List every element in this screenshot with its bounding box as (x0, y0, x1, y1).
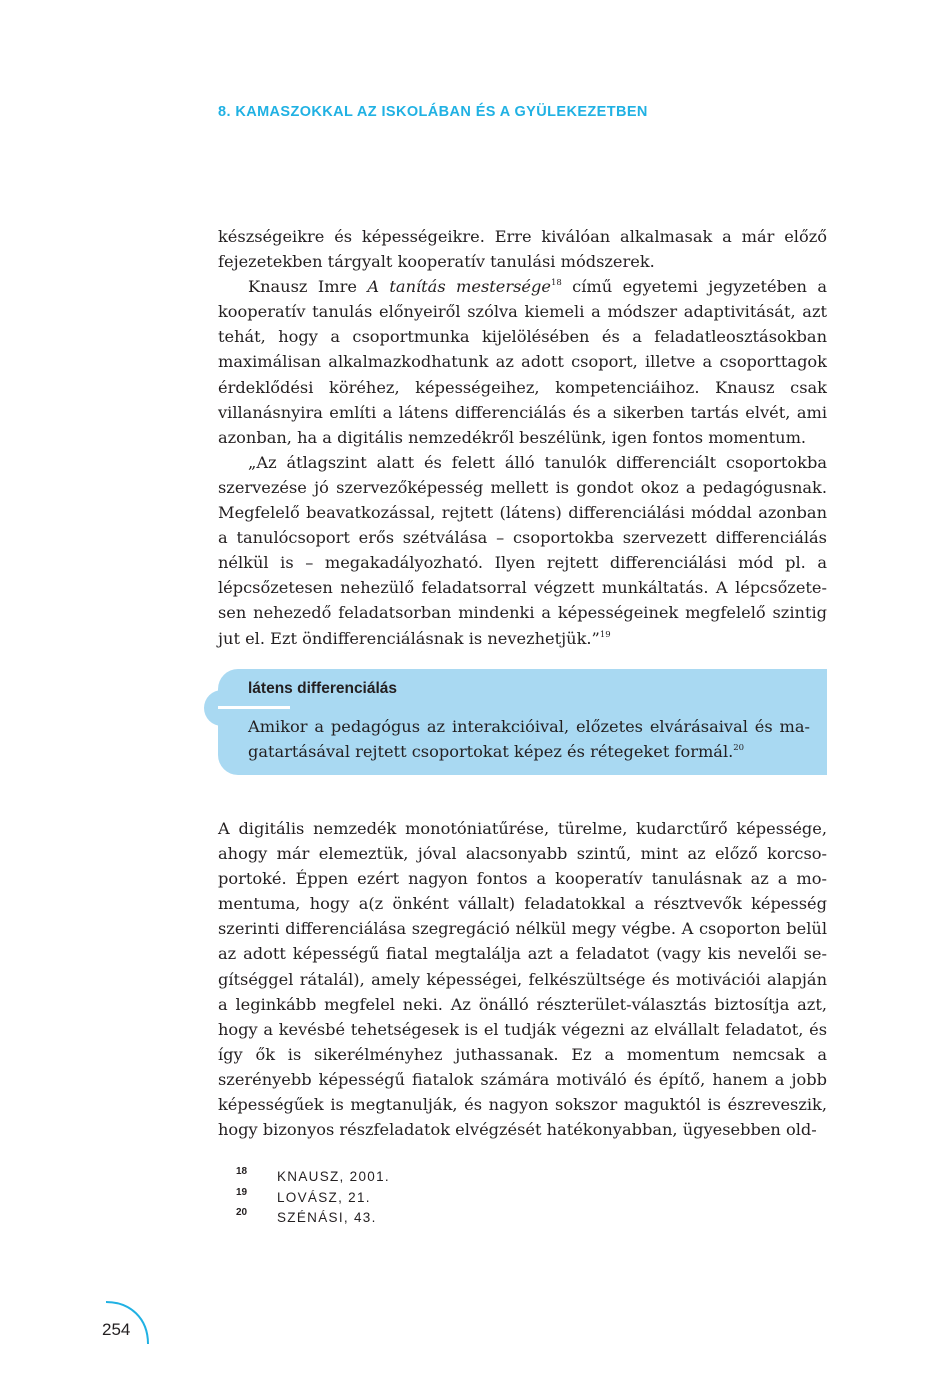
footnote-ref: 18 (550, 278, 562, 289)
paragraph: készségeikre és képességeikre. Erre kiválóan alkalmasak a már előző fejezetekben tárgyalt kooperatív tanulási módszerek. (218, 227, 827, 272)
footnote-text: SZÉNÁSI, 43. (277, 1210, 377, 1225)
definition-title: látens differenciálás (248, 680, 398, 697)
running-head: 8. KAMASZOKKAL AZ ISKOLÁBAN ÉS A GYÜLEKEZETBEN (218, 104, 648, 120)
footnote-text: KNAUSZ, 2001. (277, 1169, 390, 1184)
body-text-top (218, 224, 827, 651)
paragraph-knausz (218, 274, 827, 450)
page-number: 254 (102, 1320, 131, 1339)
quote-text: „Az átlagszint alatt és felett álló tanulók differenciált csoportokba szervezése jó szervezőképesség mellett is gondot okoz a pedagógusnak. Megfelelő beavatkozással, rejtett (látens) differenciálási móddal azonban a tanulócsoport erős szétválása – csoportokba szervezett differenciálás nélkül is – megakadályozható. Ilyen rejtett differenciálási mód pl. a lépcsőzetesen nehezülő feladatsorral végzett munkáltatás. A lépcsőzetesen nehezedő feladatsorban mindenki a képességeinek megfelelő szintig jut el. Ezt öndifferenciálásnak is nevezhetjük.” (218, 452, 827, 648)
footnote-number: 18 (236, 1166, 248, 1177)
quote-paragraph (218, 450, 827, 651)
paragraph: A digitális nemzedék monotóniatűrése, türelme, kudarctűrő képessége, ahogy már elemeztük, jóval alacsonyabb szintű, mint az előző korcsoportoké. Éppen ezért nagyon fontos a kooperatív tanulásnak az a momentuma, hogy a(z önként vállalt) feladatokkal a résztvevők képesség szerinti differenciálása szegregáció nélkül megy végbe. A csoporton belül az adott képességű fiatal megtalálja azt a feladatot (vagy kis nevelői segítséggel rátalál), amely képességei, felkészültsége és motivációi alapján a leginkább megfelel neki. Az önálló részterület-választás biztosítja azt, hogy a kevésbé tehetségesek is el tudják végezni az elvállalt feladatot, és így ők is sikerélményhez juthassanak. Ez a momentum nemcsak a szerényebb képességű fiatalok számára motiváló és építő, hanem a jobb képességűek is megtanulják, és nagyon sokszor maguktól is észreveszik, hogy bizonyos részfeladatok elvégzését hatékonyabban, ügyesebben old- (218, 819, 827, 1140)
footnote-number: 20 (236, 1207, 248, 1218)
callout-divider (218, 706, 290, 709)
footnote-ref: 19 (599, 629, 611, 640)
definition-body: Amikor a pedagógus az interakcióival, előzetes elvárásaival és magatartásával rejtett csoportokat képez és rétegeket formál. (248, 717, 810, 761)
paragraph-text: Knausz Imre (248, 277, 368, 297)
footnote-ref: 20 (733, 743, 745, 753)
paragraph-text: című egyetemi jegyzetében a kooperatív tanulás előnyeiről szólva kiemeli a módszer adaptivitását, azt tehát, hogy a csoportmunka kijelölésében és a feladatleosztásokban maximálisan alkalmazkodhatunk az adott csoport, illetve a csoporttagok érdeklődési köréhez, képességeihez, kompetenciáihoz. Knausz csak villanásnyira említi a látens differenciálás és a sikerben tartás elvét, ami azonban, ha a digitális nemzedékről beszélünk, igen fontos momentum. (218, 277, 828, 447)
definition-text (248, 714, 810, 764)
footnote-number: 19 (236, 1186, 248, 1198)
body-text-bottom (218, 816, 827, 1142)
footnote-text: LOVÁSZ, 21. (277, 1189, 371, 1205)
book-title: A tanítás mestersége (367, 277, 551, 297)
